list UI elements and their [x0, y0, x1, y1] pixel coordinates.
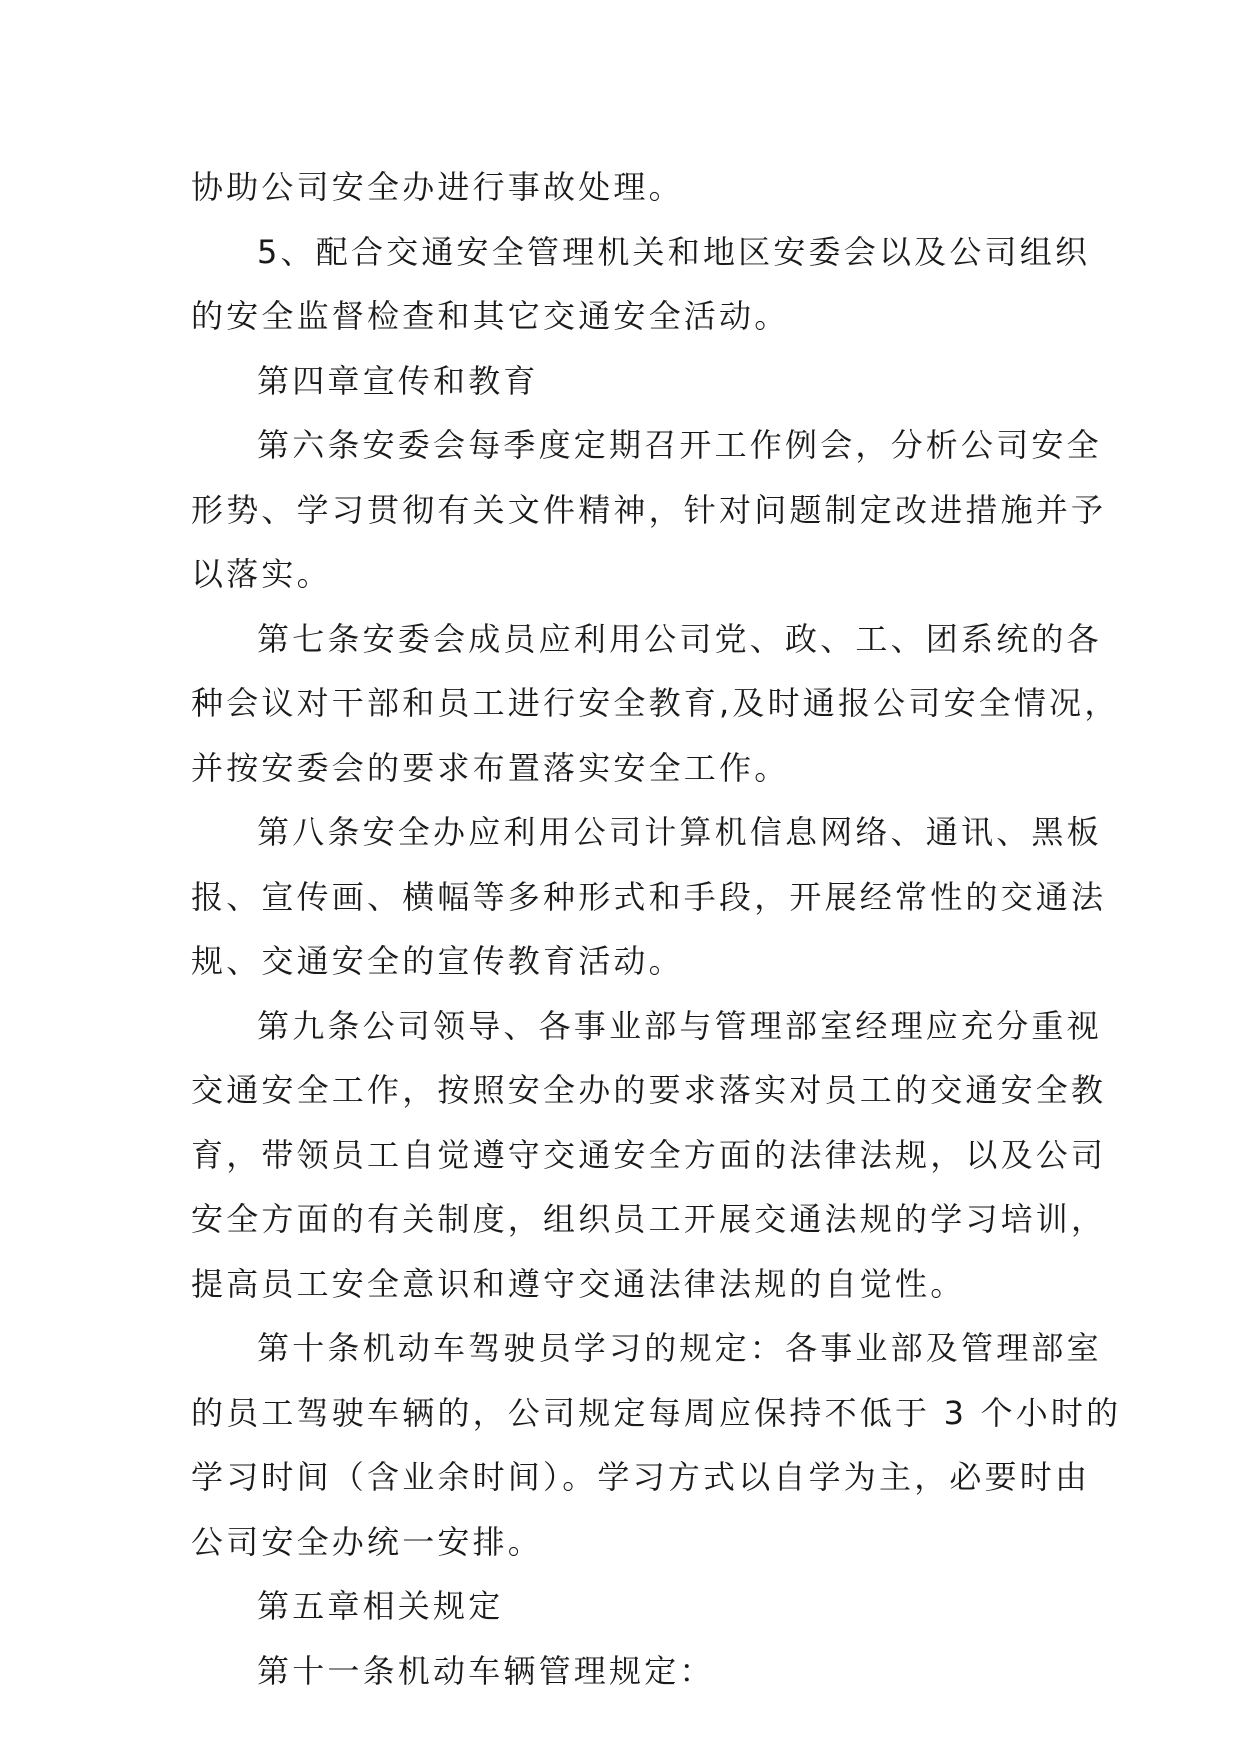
- text-line: 第五章相关规定: [257, 1587, 504, 1625]
- text-line: 第九条公司领导、各事业部与管理部室经理应充分重视: [257, 1006, 1102, 1045]
- text-line: 以落实。: [191, 555, 332, 593]
- text-line: 的安全监督检查和其它交通安全活动。: [191, 297, 790, 335]
- text-line: 安全方面的有关制度，组织员工开展交通法规的学习培训，: [191, 1200, 1107, 1238]
- text-line: 种会议对干部和员工进行安全教育,及时通报公司安全情况，: [191, 684, 1120, 722]
- text-line: 的员工驾驶车辆的，公司规定每周应保持不低于 3 个小时的: [191, 1393, 1122, 1432]
- text-line: 学习时间（含业余时间）。学习方式以自学为主，必要时由: [191, 1458, 1091, 1496]
- text-line: 提高员工安全意识和遵守交通法律法规的自觉性。: [191, 1264, 966, 1303]
- text-line: 第六条安委会每季度定期召开工作例会，分析公司安全: [257, 426, 1102, 464]
- text-line: 第十条机动车驾驶员学习的规定：各事业部及管理部室: [257, 1329, 1102, 1367]
- text-line: 第十一条机动车辆管理规定：: [257, 1651, 715, 1690]
- document-body: [191, 155, 1122, 1703]
- text-line: 育，带领员工自觉遵守交通安全方面的法律法规，以及公司: [191, 1135, 1107, 1174]
- text-line: 公司安全办统一安排。: [191, 1522, 544, 1561]
- text-line: 协助公司安全办进行事故处理。: [191, 168, 684, 206]
- text-line: 5、配合交通安全管理机关和地区安委会以及公司组织: [257, 232, 1091, 271]
- text-line: 第七条安委会成员应利用公司党、政、工、团系统的各: [257, 619, 1102, 658]
- text-line: 第四章宣传和教育: [257, 361, 539, 400]
- text-line: 形势、学习贯彻有关文件精神，针对问题制定改进措施并予: [191, 490, 1107, 529]
- text-line: 交通安全工作，按照安全办的要求落实对员工的交通安全教: [191, 1071, 1107, 1109]
- text-line: 并按安委会的要求布置落实安全工作。: [191, 748, 790, 787]
- text-line: 报、宣传画、横幅等多种形式和手段，开展经常性的交通法: [191, 877, 1107, 916]
- text-line: 规、交通安全的宣传教育活动。: [191, 942, 684, 980]
- text-line: 第八条安全办应利用公司计算机信息网络、通讯、黑板: [257, 813, 1102, 851]
